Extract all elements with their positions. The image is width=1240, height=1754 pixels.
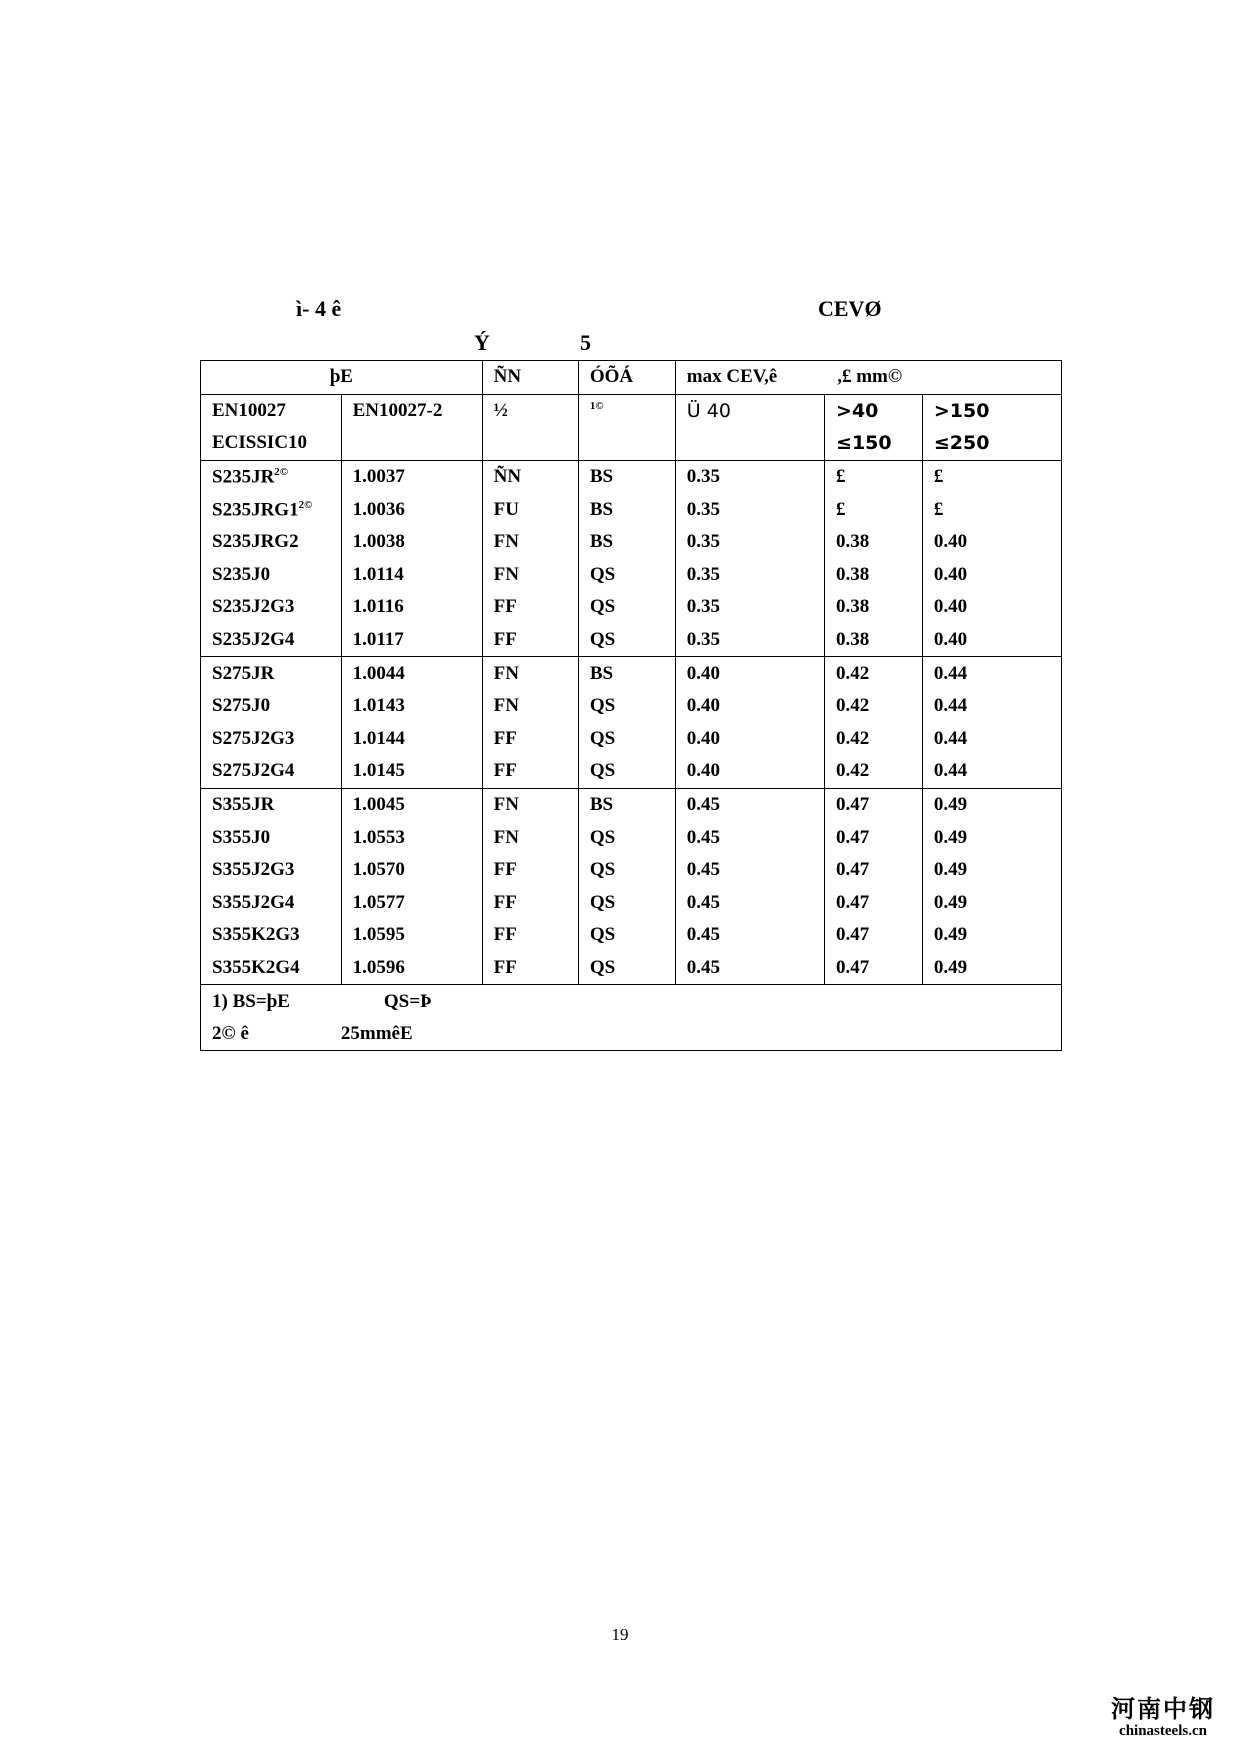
header-deox: ÑN [482,361,578,395]
cev3-cell: £ [922,493,1061,526]
header-range2-line2: ≤150 [825,427,923,460]
header-row-2 [201,394,1062,427]
steel-grade-table [200,360,1062,1051]
header-form-sub: 1© [578,394,675,427]
deox-cell: FN [482,559,578,592]
cev1-cell: 0.45 [675,887,824,920]
cev1-cell: 0.45 [675,919,824,952]
header-range3-line1: >150 [922,394,1061,427]
number-cell: 1.0044 [341,657,482,690]
number-cell: 1.0596 [341,952,482,985]
cev2-cell: 0.42 [825,755,923,788]
watermark-url: chinasteels.cn [1119,1723,1207,1739]
cev2-cell: 0.47 [825,952,923,985]
form-cell: BS [578,460,675,493]
deox-cell: FF [482,723,578,756]
cev1-cell: 0.45 [675,788,824,821]
deox-cell: FN [482,657,578,690]
footnote-ref: 2© [274,465,289,478]
header-row-1 [201,361,1062,395]
cev1-cell: 0.35 [675,526,824,559]
cev3-cell: 0.44 [922,657,1061,690]
footnote-2: 2© ê 25mmêE [201,1018,1062,1051]
cev2-cell: 0.47 [825,821,923,854]
cev3-cell: 0.44 [922,755,1061,788]
cev3-cell: 0.40 [922,559,1061,592]
grade-cell: S235J0 [201,559,342,592]
cev1-cell: 0.35 [675,493,824,526]
form-cell: QS [578,559,675,592]
watermark-logo [1086,1696,1240,1740]
footnote-ref: 2© [298,498,313,511]
cev3-cell: 0.49 [922,854,1061,887]
form-cell: QS [578,624,675,657]
table-caption-line2-left: Ý [474,330,490,355]
footnote-1: 1) BS=þE QS=Þ [201,985,1062,1018]
cev2-cell: 0.47 [825,919,923,952]
grade-cell: S355K2G4 [201,952,342,985]
header-std1-line2: ECISSIC10 [201,427,342,460]
header-std1-line1: EN10027 [201,394,342,427]
cev3-cell: 0.49 [922,887,1061,920]
number-cell: 1.0145 [341,755,482,788]
number-cell: 1.0143 [341,690,482,723]
number-cell: 1.0570 [341,854,482,887]
deox-cell: FF [482,952,578,985]
form-cell: QS [578,591,675,624]
table-row [201,887,1062,920]
cev2-cell: 0.38 [825,526,923,559]
number-cell: 1.0595 [341,919,482,952]
form-cell: BS [578,493,675,526]
cev2-cell: £ [825,493,923,526]
grade-cell: S275J2G4 [201,755,342,788]
form-cell: BS [578,526,675,559]
header-grade-group: þE [201,361,483,395]
form-cell: QS [578,723,675,756]
number-cell: 1.0038 [341,526,482,559]
cev3-cell: 0.44 [922,723,1061,756]
cev3-cell: £ [922,460,1061,493]
cev2-cell: 0.42 [825,657,923,690]
header-range2-line1: >40 [825,394,923,427]
header-cev-group: max CEV,ê ,£ mm© [675,361,1061,395]
table-row [201,854,1062,887]
page-number: 19 [611,1625,629,1644]
deox-cell: FF [482,919,578,952]
deox-cell: FF [482,624,578,657]
cev3-cell: 0.49 [922,788,1061,821]
table-caption-right: CEVØ [818,296,882,321]
table-row [201,624,1062,657]
table-caption-line2-right: 5 [580,330,591,355]
grade-cell: $S235JR^{2©}$ [201,460,342,493]
number-cell: 1.0144 [341,723,482,756]
table-row [201,788,1062,821]
form-cell: QS [578,854,675,887]
deox-cell: FF [482,854,578,887]
cev2-cell: 0.42 [825,690,923,723]
cev2-cell: 0.38 [825,591,923,624]
cev3-cell: 0.49 [922,821,1061,854]
cev3-cell: 0.40 [922,624,1061,657]
cev2-cell: 0.38 [825,624,923,657]
header-row-3 [201,427,1062,460]
cev1-cell: 0.35 [675,624,824,657]
grade-cell: S235J2G4 [201,624,342,657]
number-cell: 1.0116 [341,591,482,624]
cev1-cell: 0.35 [675,591,824,624]
grade-cell: $S235JRG1^{2©}$ [201,493,342,526]
cev1-cell: 0.45 [675,952,824,985]
table-row [201,723,1062,756]
cev2-cell: 0.47 [825,788,923,821]
number-cell: 1.0114 [341,559,482,592]
cev1-cell: 0.45 [675,821,824,854]
header-range3-line2: ≤250 [922,427,1061,460]
footnote-row [201,985,1062,1018]
table-row [201,591,1062,624]
form-cell: BS [578,788,675,821]
number-cell: 1.0117 [341,624,482,657]
table-row [201,657,1062,690]
number-cell: 1.0553 [341,821,482,854]
header-form: ÓÕÁ [578,361,675,395]
deox-cell: FF [482,887,578,920]
deox-cell: FN [482,788,578,821]
table-row [201,526,1062,559]
grade-cell: S275J0 [201,690,342,723]
table-caption: ì- 4 ê [296,296,342,321]
grade-cell: S355J2G3 [201,854,342,887]
cev2-cell: £ [825,460,923,493]
table-row [201,460,1062,493]
grade-cell: S355K2G3 [201,919,342,952]
number-cell: 1.0037 [341,460,482,493]
form-cell: QS [578,690,675,723]
cev3-cell: 0.49 [922,919,1061,952]
cev1-cell: 0.40 [675,723,824,756]
number-cell: 1.0577 [341,887,482,920]
grade-cell: S275J2G3 [201,723,342,756]
deox-cell: FF [482,591,578,624]
header-std2: EN10027-2 [341,394,482,427]
form-cell: QS [578,755,675,788]
cev3-cell: 0.40 [922,526,1061,559]
form-cell: QS [578,919,675,952]
form-cell: QS [578,952,675,985]
cev1-cell: 0.40 [675,690,824,723]
table-row [201,559,1062,592]
cev1-cell: 0.40 [675,657,824,690]
number-cell: 1.0045 [341,788,482,821]
cev2-cell: 0.47 [825,854,923,887]
footnote-row [201,1018,1062,1051]
grade-cell: S235JRG2 [201,526,342,559]
deox-cell: FU [482,493,578,526]
table-row [201,493,1062,526]
header-range1: Ü 40 [675,394,824,427]
deox-cell: ÑN [482,460,578,493]
number-cell: 1.0036 [341,493,482,526]
form-cell: BS [578,657,675,690]
table-row [201,690,1062,723]
cev1-cell: 0.35 [675,559,824,592]
cev2-cell: 0.38 [825,559,923,592]
deox-cell: FN [482,690,578,723]
table-row [201,952,1062,985]
table-row [201,755,1062,788]
deox-cell: FF [482,755,578,788]
deox-cell: FN [482,526,578,559]
form-cell: QS [578,887,675,920]
cev1-cell: 0.40 [675,755,824,788]
cev2-cell: 0.42 [825,723,923,756]
cev3-cell: 0.44 [922,690,1061,723]
table-row [201,821,1062,854]
form-cell: QS [578,821,675,854]
grade-cell: S355JR [201,788,342,821]
grade-cell: S275JR [201,657,342,690]
cev2-cell: 0.47 [825,887,923,920]
watermark-chinese: 河南中钢 [1111,1695,1215,1723]
cev3-cell: 0.40 [922,591,1061,624]
table-row [201,919,1062,952]
deox-cell: FN [482,821,578,854]
grade-cell: S235J2G3 [201,591,342,624]
cev1-cell: 0.45 [675,854,824,887]
cev1-cell: 0.35 [675,460,824,493]
grade-cell: S355J0 [201,821,342,854]
cev3-cell: 0.49 [922,952,1061,985]
header-deox-sub: ½ [482,394,578,427]
grade-cell: S355J2G4 [201,887,342,920]
